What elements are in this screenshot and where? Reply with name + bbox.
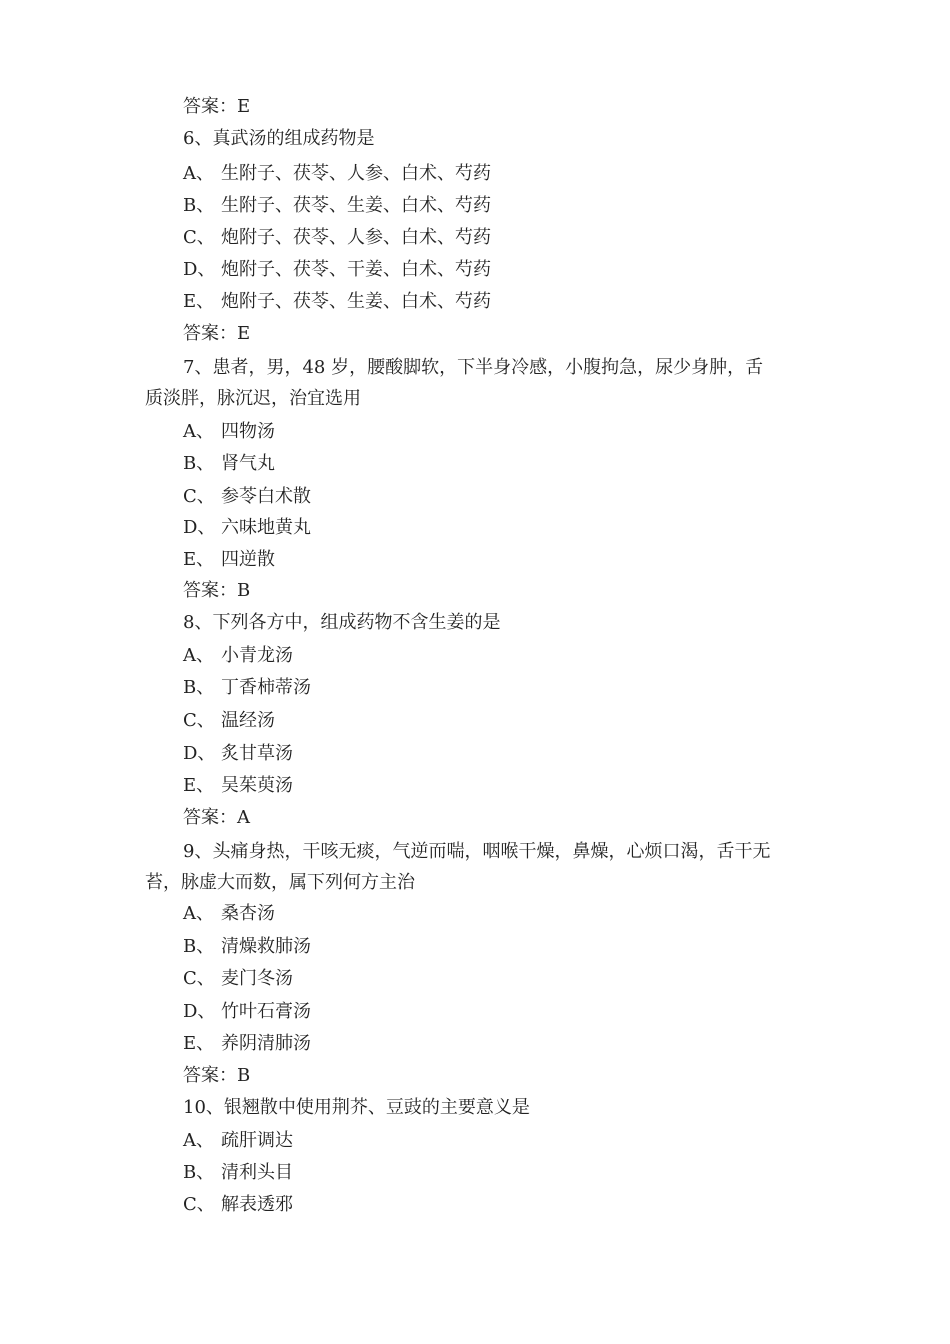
option-text: 小青龙汤 [221, 645, 293, 666]
option-letter: C、 [183, 227, 215, 248]
question-stem: 6、真武汤的组成药物是 [183, 128, 375, 149]
option-item [183, 1162, 293, 1184]
option-letter: E、 [183, 775, 215, 796]
option-letter: A、 [183, 421, 214, 442]
option-letter: D、 [183, 743, 216, 764]
option-item [183, 645, 293, 667]
option-item [183, 453, 275, 475]
option-text: 桑杏汤 [221, 903, 275, 924]
option-letter: B、 [183, 677, 215, 698]
option-item [183, 1001, 311, 1023]
option-item [183, 549, 275, 571]
option-text: 解表透邪 [221, 1194, 293, 1215]
option-letter: B、 [183, 195, 215, 216]
option-item [183, 710, 275, 732]
option-item [183, 1194, 293, 1216]
question-stem: 7、患者，男，48 岁，腰酸脚软，下半身冷感，小腹拘急，尿少身肿，舌 [183, 357, 764, 378]
option-text: 竹叶石膏汤 [221, 1001, 311, 1022]
option-text: 温经汤 [221, 710, 275, 731]
option-item [183, 775, 293, 797]
option-text: 炙甘草汤 [221, 743, 293, 764]
question-stem-continued: 苔，脉虚大而数，属下列何方主治 [145, 872, 415, 893]
option-letter: E、 [183, 1033, 215, 1054]
option-item [183, 743, 293, 765]
option-text: 炮附子、茯苓、人参、白术、芍药 [221, 227, 491, 248]
option-item [183, 903, 275, 925]
option-item [183, 677, 311, 699]
option-letter: B、 [183, 1162, 215, 1183]
option-item [183, 259, 491, 281]
option-letter: D、 [183, 517, 216, 538]
option-letter: B、 [183, 936, 215, 957]
option-text: 肾气丸 [221, 453, 275, 474]
option-item [183, 421, 275, 443]
option-text: 清燥救肺汤 [221, 936, 311, 957]
option-text: 丁香柿蒂汤 [221, 677, 311, 698]
option-item [183, 1130, 293, 1152]
option-text: 吴茱萸汤 [221, 775, 293, 796]
answer-line: 答案：E [183, 323, 251, 344]
option-letter: D、 [183, 1001, 216, 1022]
option-item [183, 968, 293, 990]
question-stem: 9、头痛身热，干咳无痰，气逆而喘，咽喉干燥，鼻燥，心烦口渴，舌干无 [183, 841, 771, 862]
option-item [183, 163, 491, 185]
answer-line: 答案：B [183, 1065, 251, 1086]
option-letter: A、 [183, 1130, 214, 1151]
option-letter: A、 [183, 903, 214, 924]
option-letter: B、 [183, 453, 215, 474]
option-letter: C、 [183, 1194, 215, 1215]
option-text: 清利头目 [221, 1162, 293, 1183]
option-item [183, 517, 311, 539]
answer-line: 答案：A [183, 807, 250, 828]
question-stem: 8、下列各方中，组成药物不含生姜的是 [183, 612, 501, 633]
option-letter: D、 [183, 259, 216, 280]
answer-line: 答案：E [183, 96, 251, 117]
option-text: 四逆散 [221, 549, 275, 570]
question-stem: 10、银翘散中使用荆芥、豆豉的主要意义是 [183, 1097, 530, 1118]
option-letter: E、 [183, 291, 215, 312]
option-text: 参苓白术散 [221, 486, 311, 507]
option-item [183, 291, 491, 313]
option-item [183, 1033, 311, 1055]
option-letter: A、 [183, 645, 214, 666]
option-text: 麦门冬汤 [221, 968, 293, 989]
option-letter: C、 [183, 486, 215, 507]
option-item [183, 227, 491, 249]
option-letter: C、 [183, 968, 215, 989]
option-item [183, 195, 491, 217]
option-text: 疏肝调达 [221, 1130, 293, 1151]
question-stem-continued: 质淡胖，脉沉迟，治宜选用 [145, 388, 361, 409]
option-text: 六味地黄丸 [221, 517, 311, 538]
option-text: 养阴清肺汤 [221, 1033, 311, 1054]
option-letter: E、 [183, 549, 215, 570]
option-text: 生附子、茯苓、人参、白术、芍药 [221, 163, 491, 184]
option-text: 炮附子、茯苓、生姜、白术、芍药 [221, 291, 491, 312]
option-letter: A、 [183, 163, 214, 184]
option-text: 炮附子、茯苓、干姜、白术、芍药 [221, 259, 491, 280]
option-item [183, 936, 311, 958]
answer-line: 答案：B [183, 580, 251, 601]
option-letter: C、 [183, 710, 215, 731]
option-text: 生附子、茯苓、生姜、白术、芍药 [221, 195, 491, 216]
option-text: 四物汤 [221, 421, 275, 442]
option-item [183, 486, 311, 508]
